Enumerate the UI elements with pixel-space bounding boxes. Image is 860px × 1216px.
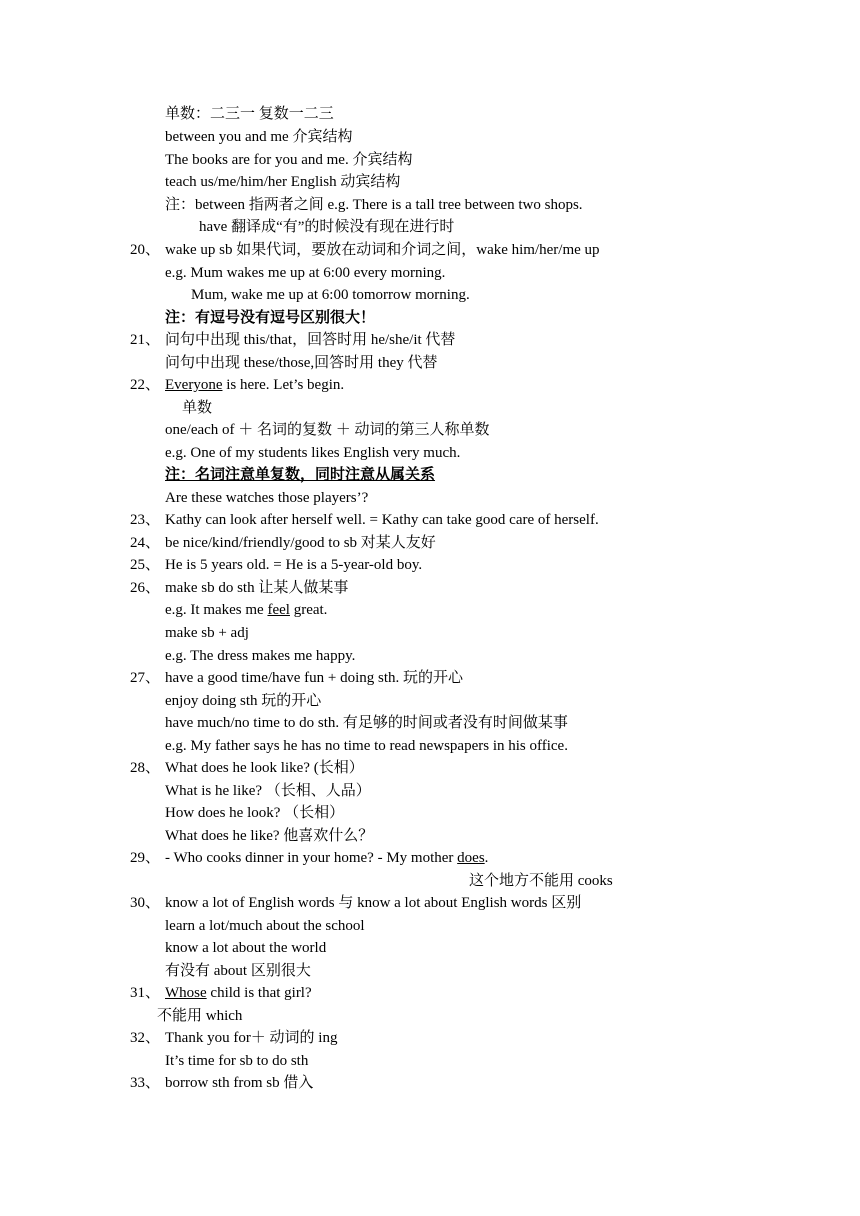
text-line: know a lot of English words 与 know a lot about English words 区别 [165, 895, 582, 911]
item-number: 21、 [130, 332, 161, 348]
item-number: 30、 [130, 895, 161, 911]
text-line: Mum, wake me up at 6:00 tomorrow morning. [191, 287, 470, 303]
text-line: 单数：二三一 复数一二三 [165, 106, 334, 122]
text-line: have a good time/have fun + doing sth. 玩的开心 [165, 670, 463, 686]
text-line: 有没有 about 区别很大 [165, 963, 311, 979]
text-line: He is 5 years old. = He is a 5-year-old boy. [165, 557, 423, 573]
underlined-word: Everyone [165, 377, 223, 393]
text-line: What does he like? 他喜欢什么？ [165, 828, 374, 844]
bold-note: 注：名词注意单复数，同时注意从属关系 [165, 467, 436, 483]
item-number: 26、 [130, 580, 161, 596]
text-line: have 翻译成“有”的时候没有现在进行时 [199, 219, 455, 235]
item-number: 27、 [130, 670, 161, 686]
underlined-word: Whose [165, 985, 207, 1001]
text-line: between you and me 介宾结构 [165, 129, 353, 145]
text-line: Whose child is that girl? [165, 985, 312, 1001]
text-line: one/each of ＋ 名词的复数 ＋ 动词的第三人称单数 [165, 422, 490, 438]
item-number: 33、 [130, 1075, 161, 1091]
text-line: 这个地方不能用 cooks [469, 873, 613, 889]
text-line: borrow sth from sb 借入 [165, 1075, 314, 1091]
text-line: It’s time for sb to do sth [165, 1053, 309, 1069]
text-line: 问句中出现 this/that，回答时用 he/she/it 代替 [165, 332, 456, 348]
item-number: 22、 [130, 377, 161, 393]
text-line: e.g. My father says he has no time to read newspapers in his office. [165, 738, 568, 754]
text-line: Thank you for＋ 动词的 ing [165, 1030, 338, 1046]
text-line: The books are for you and me. 介宾结构 [165, 152, 413, 168]
text-line: enjoy doing sth 玩的开心 [165, 693, 322, 709]
text-line: make sb + adj [165, 625, 249, 641]
text-line: learn a lot/much about the school [165, 918, 365, 934]
item-number: 32、 [130, 1030, 161, 1046]
underlined-word: does [457, 850, 485, 866]
text-line: What does he look like? (长相） [165, 760, 364, 776]
text-line: 问句中出现 these/those,回答时用 they 代替 [165, 355, 438, 371]
text-line: What is he like? （长相、人品） [165, 783, 371, 799]
text-line: Everyone is here. Let’s begin. [165, 377, 345, 393]
item-number: 23、 [130, 512, 161, 528]
text-line: know a lot about the world [165, 940, 327, 956]
underlined-word: feel [267, 602, 290, 618]
item-number: 29、 [130, 850, 161, 866]
text-line: e.g. One of my students likes English very much. [165, 445, 461, 461]
item-number: 20、 [130, 242, 161, 258]
item-number: 24、 [130, 535, 161, 551]
text-line: - Who cooks dinner in your home? - My mother does. [165, 850, 489, 866]
text-line: have much/no time to do sth. 有足够的时间或者没有时间做某事 [165, 715, 568, 731]
note-line: 注：between 指两者之间 e.g. There is a tall tree between two shops. [165, 197, 583, 213]
text-line: make sb do sth 让某人做某事 [165, 580, 349, 596]
text-line: e.g. It makes me feel great. [165, 602, 328, 618]
text-line: wake up sb 如果代词，要放在动词和介词之间，wake him/her/me up [165, 242, 600, 258]
text-line: e.g. Mum wakes me up at 6:00 every morning. [165, 265, 446, 281]
item-number: 25、 [130, 557, 161, 573]
text-line: e.g. The dress makes me happy. [165, 648, 356, 664]
text-line: teach us/me/him/her English 动宾结构 [165, 174, 401, 190]
text-line: be nice/kind/friendly/good to sb 对某人友好 [165, 535, 436, 551]
text-line: Are these watches those players’? [165, 490, 369, 506]
item-number: 28、 [130, 760, 161, 776]
text-line: 单数 [182, 400, 213, 416]
text-line: Kathy can look after herself well. = Kathy can take good care of herself. [165, 512, 599, 528]
bold-note: 注：有逗号没有逗号区别很大！ [165, 310, 376, 326]
text-line: How does he look? （长相） [165, 805, 345, 821]
text-line: 不能用 which [157, 1008, 243, 1024]
item-number: 31、 [130, 985, 161, 1001]
